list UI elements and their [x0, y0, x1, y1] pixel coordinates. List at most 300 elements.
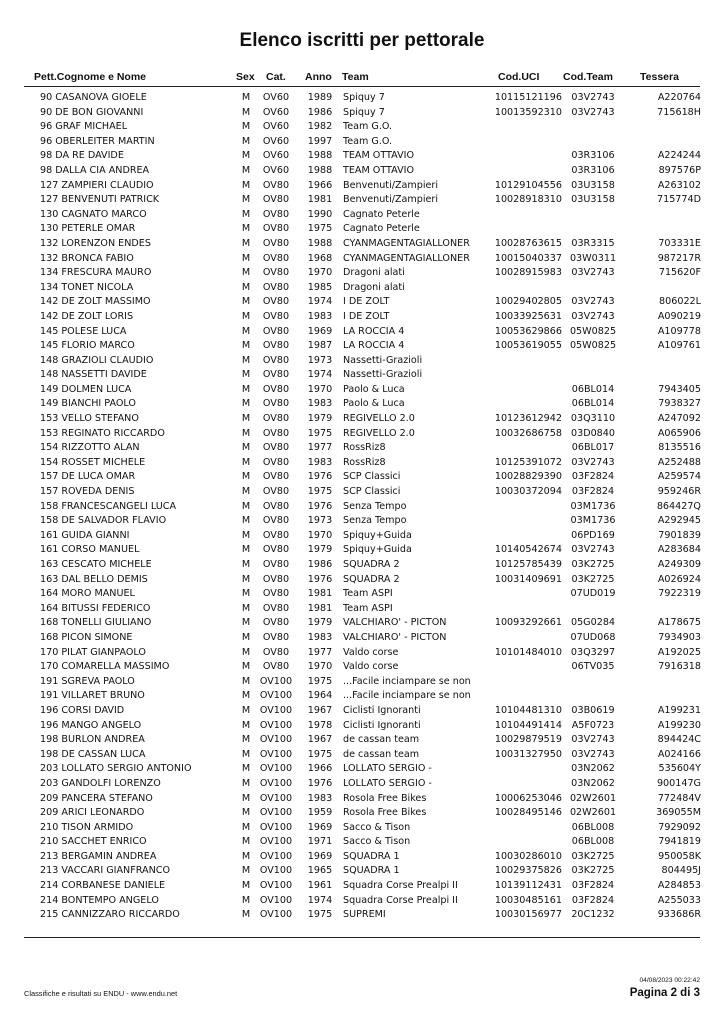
cell-name: 164 BITUSSI FEDERICO — [40, 602, 151, 614]
cell-year: 1976 — [307, 471, 333, 483]
cell-name: 163 DAL BELLO DEMIS — [40, 573, 148, 585]
cell-sex: M — [241, 880, 251, 892]
cell-category: OV80 — [262, 223, 290, 235]
cell-year: 1967 — [307, 704, 333, 716]
cell-year: 1987 — [307, 340, 333, 352]
table-row — [0, 412, 724, 427]
table-row — [0, 689, 724, 704]
table-row — [0, 470, 724, 485]
cell-uci-code: 10028495146 — [494, 807, 562, 819]
cell-uci-code: 10031327950 — [494, 748, 562, 760]
table-row — [0, 529, 724, 544]
cell-category: OV100 — [259, 748, 293, 760]
cell-year: 1979 — [307, 544, 333, 556]
cell-name: 145 POLESE LUCA — [40, 325, 127, 337]
cell-category: OV100 — [259, 807, 293, 819]
cell-category: OV100 — [259, 836, 293, 848]
cell-category: OV100 — [259, 821, 293, 833]
table-row — [0, 835, 724, 850]
cell-uci-code: 10123612942 — [494, 413, 562, 425]
table-row — [0, 719, 724, 734]
header-year: Anno — [305, 71, 332, 83]
table-row — [0, 704, 724, 719]
cell-category: OV100 — [259, 690, 293, 702]
cell-name: 209 ARICI LEONARDO — [40, 807, 145, 819]
cell-team: Squadra Corse Prealpi II — [343, 894, 458, 906]
cell-tessera: A220764 — [657, 92, 701, 103]
cell-category: OV60 — [262, 150, 290, 162]
cell-uci-code: 10030372094 — [494, 486, 562, 498]
cell-team-code: 02W2601 — [569, 792, 617, 804]
cell-name: 142 DE ZOLT LORIS — [40, 310, 134, 322]
table-row — [0, 281, 724, 296]
table-row — [0, 631, 724, 646]
cell-sex: M — [241, 223, 251, 235]
cell-sex: M — [241, 734, 251, 746]
cell-category: OV80 — [262, 631, 290, 643]
cell-team-code: 03B0619 — [571, 704, 615, 716]
cell-year: 1985 — [307, 281, 333, 293]
cell-uci-code: 10129104556 — [494, 179, 562, 191]
cell-tessera: A249309 — [657, 559, 701, 570]
cell-tessera: 806022L — [659, 296, 701, 308]
cell-uci-code: 10032686758 — [494, 427, 562, 439]
cell-team-code: 03Q3297 — [570, 646, 616, 658]
cell-team: Ciclisti Ignoranti — [343, 704, 421, 716]
table-row — [0, 733, 724, 748]
cell-team: Paolo & Luca — [343, 383, 405, 395]
cell-name: 153 VELLO STEFANO — [40, 413, 139, 425]
table-row — [0, 602, 724, 617]
cell-team: de cassan team — [343, 748, 420, 760]
cell-team: LOLLATO SERGIO - — [343, 777, 432, 789]
cell-tessera: A284853 — [657, 880, 701, 892]
cell-year: 1975 — [307, 427, 333, 439]
cell-team: Squadra Corse Prealpi II — [343, 880, 458, 892]
cell-team-code: 20C1232 — [571, 909, 615, 921]
cell-year: 1961 — [307, 880, 333, 892]
cell-name: 132 BRONCA FABIO — [40, 252, 134, 264]
cell-name: 127 ZAMPIERI CLAUDIO — [40, 179, 154, 191]
cell-sex: M — [241, 690, 251, 702]
cell-team: Team G.O. — [343, 121, 393, 133]
cell-team: Rosola Free Bikes — [343, 807, 427, 819]
cell-team: ...Facile inciampare se non — [343, 690, 471, 702]
cell-tessera: A024166 — [657, 748, 701, 760]
cell-category: OV80 — [262, 340, 290, 352]
cell-year: 1988 — [307, 237, 333, 249]
cell-tessera: 897576P — [658, 164, 701, 176]
cell-uci-code: 10030485161 — [494, 894, 562, 906]
cell-sex: M — [241, 310, 251, 322]
cell-team: VALCHIARO' - PICTON — [343, 631, 447, 643]
table-row — [0, 587, 724, 602]
cell-category: OV80 — [262, 194, 290, 206]
cell-category: OV100 — [259, 880, 293, 892]
cell-tessera: 900147G — [656, 777, 701, 789]
cell-category: OV80 — [262, 500, 290, 512]
cell-year: 1974 — [307, 894, 333, 906]
cell-team-code: 05G0284 — [570, 617, 616, 629]
cell-category: OV60 — [262, 92, 290, 103]
table-row — [0, 850, 724, 865]
cell-sex: M — [241, 544, 251, 556]
cell-sex: M — [241, 471, 251, 483]
cell-sex: M — [241, 573, 251, 585]
cell-category: OV100 — [259, 734, 293, 746]
cell-category: OV100 — [259, 719, 293, 731]
cell-tessera: 7934903 — [658, 631, 701, 643]
cell-year: 1974 — [307, 296, 333, 308]
cell-team-code: 03V2743 — [571, 544, 615, 556]
cell-year: 1975 — [307, 748, 333, 760]
cell-uci-code: 10006253046 — [494, 792, 562, 804]
cell-team: Nassetti-Grazioli — [343, 354, 423, 366]
cell-team-code: 07UD019 — [570, 588, 616, 600]
cell-team: Rosola Free Bikes — [343, 792, 427, 804]
cell-category: OV100 — [259, 850, 293, 862]
cell-year: 1976 — [307, 777, 333, 789]
cell-name: 215 CANNIZZARO RICCARDO — [40, 909, 180, 921]
cell-sex: M — [241, 427, 251, 439]
cell-category: OV80 — [262, 179, 290, 191]
cell-sex: M — [241, 909, 251, 921]
cell-team: VALCHIARO' - PICTON — [343, 617, 447, 629]
cell-team-code: 03D0840 — [570, 427, 615, 439]
cell-uci-code: 10015040337 — [494, 252, 562, 264]
cell-name: 96 GRAF MICHAEL — [40, 121, 128, 133]
cell-sex: M — [241, 515, 251, 527]
cell-year: 1989 — [307, 92, 333, 103]
cell-tessera: 715620F — [658, 267, 701, 279]
cell-category: OV80 — [262, 573, 290, 585]
cell-team: Dragoni alati — [343, 281, 405, 293]
cell-tessera: 772484V — [657, 792, 701, 804]
cell-uci-code: 10053629866 — [494, 325, 562, 337]
table-row — [0, 222, 724, 237]
cell-team: Team G.O. — [343, 135, 393, 147]
cell-year: 1970 — [307, 383, 333, 395]
cell-name: 154 ROSSET MICHELE — [40, 456, 146, 468]
cell-sex: M — [241, 661, 251, 673]
cell-sex: M — [241, 252, 251, 264]
cell-tessera: A292945 — [657, 515, 701, 527]
cell-category: OV80 — [262, 398, 290, 410]
cell-team: Sacco & Tison — [343, 821, 411, 833]
table-row — [0, 806, 724, 821]
cell-sex: M — [241, 325, 251, 337]
cell-name: 164 MORO MANUEL — [40, 588, 135, 600]
cell-sex: M — [241, 413, 251, 425]
page-title: Elenco iscritti per pettorale — [239, 30, 485, 51]
cell-category: OV80 — [262, 602, 290, 614]
cell-tessera: 8135516 — [658, 442, 701, 454]
cell-sex: M — [241, 748, 251, 760]
cell-uci-code: 10029402805 — [494, 296, 562, 308]
table-row — [0, 573, 724, 588]
cell-team: RossRiz8 — [343, 456, 386, 468]
cell-tessera: A199231 — [657, 704, 701, 716]
cell-year: 1966 — [307, 179, 333, 191]
cell-tessera: A252488 — [657, 456, 701, 468]
cell-sex: M — [241, 398, 251, 410]
cell-sex: M — [241, 807, 251, 819]
cell-sex: M — [241, 383, 251, 395]
cell-team: Cagnato Peterle — [343, 208, 420, 220]
cell-team: Spiquy+Guida — [343, 544, 412, 556]
cell-category: OV80 — [262, 661, 290, 673]
cell-team-code: 06BL008 — [571, 836, 615, 848]
cell-tessera: 535604Y — [658, 763, 701, 775]
cell-name: 157 DE LUCA OMAR — [40, 471, 136, 483]
cell-category: OV80 — [262, 646, 290, 658]
table-row — [0, 135, 724, 150]
table-row — [0, 368, 724, 383]
cell-category: OV60 — [262, 135, 290, 147]
table-row — [0, 894, 724, 909]
table-row — [0, 339, 724, 354]
cell-uci-code: 10139112431 — [494, 880, 562, 892]
cell-team: TEAM OTTAVIO — [343, 164, 415, 176]
cell-name: 170 COMARELLA MASSIMO — [40, 661, 170, 673]
cell-sex: M — [241, 675, 251, 687]
cell-year: 1970 — [307, 529, 333, 541]
cell-year: 1971 — [307, 836, 333, 848]
cell-sex: M — [241, 719, 251, 731]
cell-team: SQUADRA 1 — [343, 865, 400, 877]
cell-tessera: A199230 — [657, 719, 701, 731]
cell-sex: M — [241, 704, 251, 716]
cell-name: 196 MANGO ANGELO — [40, 719, 142, 731]
cell-name: 127 BENVENUTI PATRICK — [40, 194, 160, 206]
cell-team-code: 03F2824 — [571, 486, 615, 498]
cell-name: 214 CORBANESE DANIELE — [40, 880, 166, 892]
cell-sex: M — [241, 486, 251, 498]
table-row — [0, 792, 724, 807]
cell-team: de cassan team — [343, 734, 420, 746]
cell-category: OV80 — [262, 383, 290, 395]
cell-uci-code: 10125391072 — [494, 456, 562, 468]
cell-team-code: 06BL008 — [571, 821, 615, 833]
cell-team-code: 06PD169 — [571, 529, 615, 541]
table-row — [0, 762, 724, 777]
cell-name: 98 DA RE DAVIDE — [40, 150, 124, 162]
table-row — [0, 908, 724, 923]
cell-name: 196 CORSI DAVID — [40, 704, 125, 716]
cell-year: 1979 — [307, 617, 333, 629]
cell-uci-code: 10030286010 — [494, 850, 562, 862]
cell-year: 1975 — [307, 909, 333, 921]
cell-year: 1974 — [307, 369, 333, 381]
cell-sex: M — [241, 340, 251, 352]
cell-sex: M — [241, 456, 251, 468]
cell-year: 1967 — [307, 734, 333, 746]
cell-category: OV80 — [262, 413, 290, 425]
cell-year: 1969 — [307, 821, 333, 833]
cell-team-code: 03N2062 — [571, 763, 615, 775]
cell-name: 98 DALLA CIA ANDREA — [40, 164, 150, 176]
cell-team: SUPREMI — [343, 909, 386, 921]
header-uci-code: Cod.UCI — [498, 71, 540, 83]
cell-name: 134 FRESCURA MAURO — [40, 267, 152, 279]
cell-team-code: 03F2824 — [571, 471, 615, 483]
cell-year: 1983 — [307, 631, 333, 643]
cell-category: OV100 — [259, 909, 293, 921]
cell-sex: M — [241, 208, 251, 220]
cell-tessera: A283684 — [657, 544, 701, 556]
cell-team: Spiquy+Guida — [343, 529, 412, 541]
cell-team: Senza Tempo — [343, 500, 407, 512]
cell-year: 1986 — [307, 106, 333, 118]
cell-sex: M — [241, 792, 251, 804]
cell-team-code: 07UD068 — [570, 631, 616, 643]
cell-team: SQUADRA 2 — [343, 559, 400, 570]
cell-name: 158 FRANCESCANGELI LUCA — [40, 500, 177, 512]
cell-team-code: A5F0723 — [571, 719, 615, 731]
cell-team-code: 03M1736 — [570, 515, 616, 527]
cell-year: 1973 — [307, 515, 333, 527]
cell-sex: M — [241, 821, 251, 833]
cell-name: 148 NASSETTI DAVIDE — [40, 369, 147, 381]
cell-sex: M — [241, 135, 251, 147]
cell-tessera: A247092 — [657, 413, 701, 425]
cell-tessera: A109761 — [657, 340, 701, 352]
cell-tessera: A263102 — [657, 179, 701, 191]
cell-team-code: 03F2824 — [571, 894, 615, 906]
cell-tessera: A178675 — [657, 617, 701, 629]
cell-sex: M — [241, 850, 251, 862]
cell-name: 96 OBERLEITER MARTIN — [40, 135, 155, 147]
cell-year: 1975 — [307, 486, 333, 498]
cell-year: 1981 — [307, 588, 333, 600]
cell-sex: M — [241, 500, 251, 512]
cell-year: 1970 — [307, 661, 333, 673]
cell-uci-code: 10115121196 — [494, 92, 562, 103]
table-row — [0, 456, 724, 471]
cell-team: CYANMAGENTAGIALLONER — [343, 237, 470, 249]
cell-sex: M — [241, 369, 251, 381]
cell-name: 210 TISON ARMIDO — [40, 821, 134, 833]
cell-team-code: 03W0311 — [569, 252, 617, 264]
cell-team-code: 03R3106 — [571, 150, 615, 162]
table-row — [0, 485, 724, 500]
cell-name: 170 PILAT GIANPAOLO — [40, 646, 146, 658]
cell-tessera: 715774D — [656, 194, 701, 206]
cell-name: 209 PANCERA STEFANO — [40, 792, 153, 804]
cell-sex: M — [241, 121, 251, 133]
cell-team: Valdo corse — [343, 661, 399, 673]
cell-team: Benvenuti/Zampieri — [343, 194, 439, 206]
cell-year: 1988 — [307, 150, 333, 162]
table-row — [0, 748, 724, 763]
cell-sex: M — [241, 559, 251, 570]
cell-category: OV80 — [262, 252, 290, 264]
cell-team-code: 03K2725 — [571, 850, 615, 862]
cell-team: Sacco & Tison — [343, 836, 411, 848]
cell-category: OV80 — [262, 325, 290, 337]
cell-team-code: 03V2743 — [571, 310, 615, 322]
cell-year: 1969 — [307, 850, 333, 862]
cell-team-code: 03V2743 — [571, 267, 615, 279]
cell-category: OV100 — [259, 704, 293, 716]
cell-tessera: 959246R — [657, 486, 701, 498]
cell-year: 1997 — [307, 135, 333, 147]
cell-tessera: 7941819 — [658, 836, 701, 848]
cell-team: Valdo corse — [343, 646, 399, 658]
cell-category: OV80 — [262, 369, 290, 381]
cell-sex: M — [241, 894, 251, 906]
cell-team-code: 06BL017 — [571, 442, 615, 454]
cell-year: 1975 — [307, 675, 333, 687]
cell-category: OV80 — [262, 208, 290, 220]
table-row — [0, 427, 724, 442]
cell-category: OV80 — [262, 486, 290, 498]
cell-sex: M — [241, 237, 251, 249]
cell-year: 1975 — [307, 223, 333, 235]
cell-year: 1979 — [307, 413, 333, 425]
cell-tessera: A026924 — [657, 573, 701, 585]
cell-uci-code: 10053619055 — [494, 340, 562, 352]
header-team: Team — [342, 71, 369, 83]
cell-year: 1966 — [307, 763, 333, 775]
cell-year: 1990 — [307, 208, 333, 220]
cell-name: 154 RIZZOTTO ALAN — [40, 442, 140, 454]
cell-category: OV80 — [262, 559, 290, 570]
cell-year: 1973 — [307, 354, 333, 366]
cell-category: OV80 — [262, 529, 290, 541]
cell-sex: M — [241, 617, 251, 629]
cell-name: 191 SGREVA PAOLO — [40, 675, 135, 687]
table-row — [0, 193, 724, 208]
cell-team-code: 03K2725 — [571, 559, 615, 570]
table-row — [0, 864, 724, 879]
cell-year: 1976 — [307, 573, 333, 585]
table-row — [0, 208, 724, 223]
cell-team: I DE ZOLT — [343, 296, 390, 308]
cell-team-code: 03V2743 — [571, 748, 615, 760]
cell-sex: M — [241, 763, 251, 775]
cell-name: 203 LOLLATO SERGIO ANTONIO — [40, 763, 192, 775]
cell-team: Paolo & Luca — [343, 398, 405, 410]
table-row — [0, 383, 724, 398]
cell-sex: M — [241, 296, 251, 308]
cell-year: 1983 — [307, 398, 333, 410]
cell-name: 158 DE SALVADOR FLAVIO — [40, 515, 167, 527]
cell-sex: M — [241, 150, 251, 162]
cell-name: 161 GUIDA GIANNI — [40, 529, 130, 541]
cell-sex: M — [241, 602, 251, 614]
cell-category: OV80 — [262, 617, 290, 629]
table-row — [0, 179, 724, 194]
cell-name: 142 DE ZOLT MASSIMO — [40, 296, 151, 308]
cell-tessera: 7922319 — [658, 588, 701, 600]
table-row — [0, 397, 724, 412]
cell-year: 1976 — [307, 500, 333, 512]
cell-tessera: 703331E — [658, 237, 701, 249]
cell-year: 1982 — [307, 121, 333, 133]
cell-team: Team ASPI — [343, 588, 393, 600]
header-rule — [24, 86, 700, 87]
table-row — [0, 252, 724, 267]
cell-tessera: A259574 — [657, 471, 701, 483]
cell-tessera: 7943405 — [658, 383, 701, 395]
cell-sex: M — [241, 179, 251, 191]
cell-tessera: 987217R — [657, 252, 701, 264]
cell-tessera: 933686R — [657, 909, 701, 921]
cell-team: SQUADRA 2 — [343, 573, 400, 585]
cell-year: 1968 — [307, 252, 333, 264]
table-row — [0, 441, 724, 456]
